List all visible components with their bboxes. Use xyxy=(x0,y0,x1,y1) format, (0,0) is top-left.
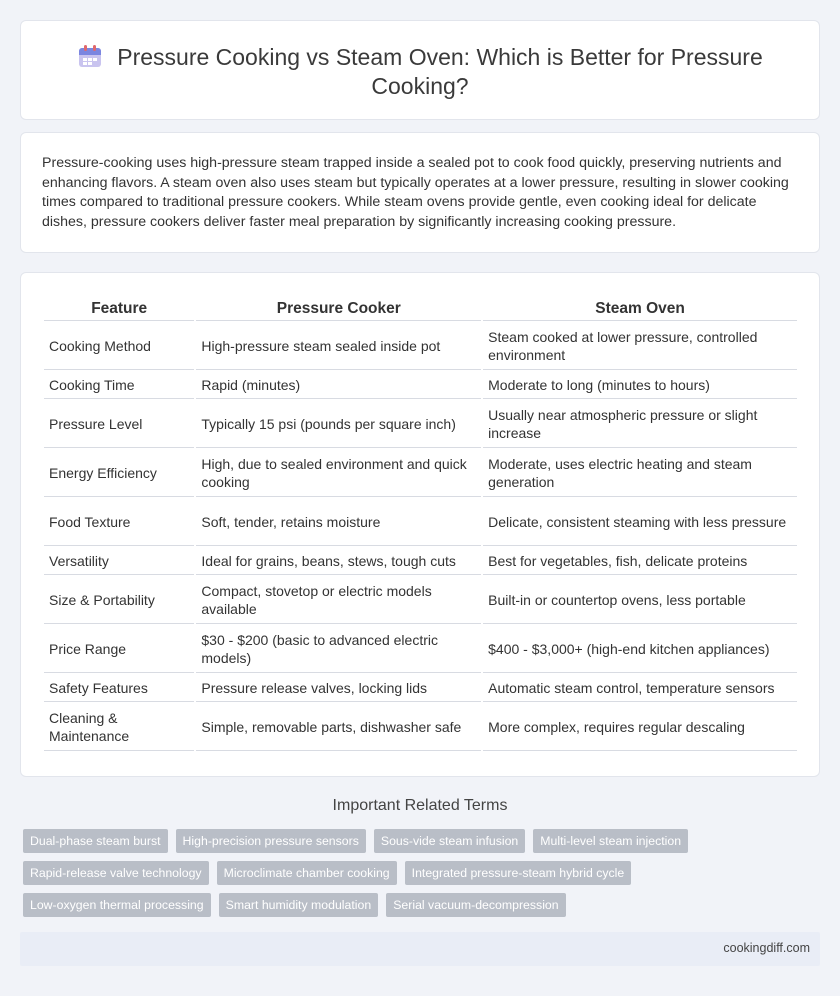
steam-oven-cell: Built-in or countertop ovens, less portable xyxy=(483,577,797,624)
calendar-icon xyxy=(77,44,103,68)
pressure-cooker-cell: Typically 15 psi (pounds per square inch) xyxy=(196,401,481,448)
feature-cell: Versatility xyxy=(44,548,194,575)
pressure-cooker-cell: $30 - $200 (basic to advanced electric models) xyxy=(196,626,481,673)
table-row xyxy=(44,372,797,399)
intro-paragraph: Pressure-cooking uses high-pressure steam trapped inside a sealed pot to cook food quickly, preserving nutrients and enhancing flavors. A steam oven also uses steam but typically operates at a lower pressure, resulting in slower cooking times compared to traditional pressure cookers. While steam ovens provide gentle, even cooking ideal for delicate dishes, pressure cookers deliver faster meal preparation by significantly increasing cooking pressure. xyxy=(42,155,789,230)
table-row xyxy=(44,548,797,575)
header-pressure-cooker: Pressure Cooker xyxy=(196,297,481,321)
footer xyxy=(20,932,820,966)
header-feature: Feature xyxy=(44,297,194,321)
feature-cell: Safety Features xyxy=(44,675,194,702)
table-row xyxy=(44,401,797,448)
comparison-card xyxy=(20,272,820,777)
related-term-tag[interactable]: Serial vacuum-decompression xyxy=(386,893,565,917)
table-row xyxy=(44,577,797,624)
pressure-cooker-cell: Simple, removable parts, dishwasher safe xyxy=(196,704,481,751)
feature-cell: Cooking Time xyxy=(44,372,194,399)
page-title-wrap xyxy=(61,43,779,101)
pressure-cooker-cell: Rapid (minutes) xyxy=(196,372,481,399)
header-steam-oven: Steam Oven xyxy=(483,297,797,321)
related-term-tag[interactable]: Dual-phase steam burst xyxy=(23,829,168,853)
steam-oven-cell: Moderate to long (minutes to hours) xyxy=(483,372,797,399)
page-title: Pressure Cooking vs Steam Oven: Which is Better for Pressure Cooking? xyxy=(117,44,763,99)
steam-oven-cell: More complex, requires regular descaling xyxy=(483,704,797,751)
feature-cell: Food Texture xyxy=(44,499,194,546)
steam-oven-cell: Delicate, consistent steaming with less pressure xyxy=(483,499,797,546)
table-row xyxy=(44,499,797,546)
pressure-cooker-cell: Soft, tender, retains moisture xyxy=(196,499,481,546)
steam-oven-cell: Usually near atmospheric pressure or slight increase xyxy=(483,401,797,448)
feature-cell: Price Range xyxy=(44,626,194,673)
intro-card xyxy=(20,132,820,253)
table-row xyxy=(44,450,797,497)
table-header-row xyxy=(44,297,797,321)
pressure-cooker-cell: Compact, stovetop or electric models available xyxy=(196,577,481,624)
steam-oven-cell: Steam cooked at lower pressure, controlled environment xyxy=(483,323,797,370)
pressure-cooker-cell: Pressure release valves, locking lids xyxy=(196,675,481,702)
steam-oven-cell: Automatic steam control, temperature sensors xyxy=(483,675,797,702)
feature-cell: Cooking Method xyxy=(44,323,194,370)
footer-site-link[interactable]: cookingdiff.com xyxy=(723,941,810,955)
feature-cell: Pressure Level xyxy=(44,401,194,448)
steam-oven-cell: Best for vegetables, fish, delicate proteins xyxy=(483,548,797,575)
comparison-table xyxy=(42,295,799,753)
table-row xyxy=(44,626,797,673)
related-term-tag[interactable]: Low-oxygen thermal processing xyxy=(23,893,211,917)
pressure-cooker-cell: High-pressure steam sealed inside pot xyxy=(196,323,481,370)
table-row xyxy=(44,675,797,702)
header-card xyxy=(20,20,820,120)
related-terms-tags xyxy=(23,829,823,917)
feature-cell: Cleaning & Maintenance xyxy=(44,704,194,751)
related-term-tag[interactable]: Microclimate chamber cooking xyxy=(217,861,397,885)
table-row xyxy=(44,323,797,370)
steam-oven-cell: $400 - $3,000+ (high-end kitchen appliances) xyxy=(483,626,797,673)
pressure-cooker-cell: Ideal for grains, beans, stews, tough cuts xyxy=(196,548,481,575)
feature-cell: Size & Portability xyxy=(44,577,194,624)
related-term-tag[interactable]: Smart humidity modulation xyxy=(219,893,379,917)
table-row xyxy=(44,704,797,751)
related-term-tag[interactable]: High-precision pressure sensors xyxy=(176,829,366,853)
pressure-cooker-cell: High, due to sealed environment and quick cooking xyxy=(196,450,481,497)
steam-oven-cell: Moderate, uses electric heating and steam generation xyxy=(483,450,797,497)
related-term-tag[interactable]: Rapid-release valve technology xyxy=(23,861,209,885)
related-term-tag[interactable]: Multi-level steam injection xyxy=(533,829,688,853)
related-term-tag[interactable]: Sous-vide steam infusion xyxy=(374,829,525,853)
related-term-tag[interactable]: Integrated pressure-steam hybrid cycle xyxy=(405,861,632,885)
related-terms-title: Important Related Terms xyxy=(332,797,508,814)
feature-cell: Energy Efficiency xyxy=(44,450,194,497)
